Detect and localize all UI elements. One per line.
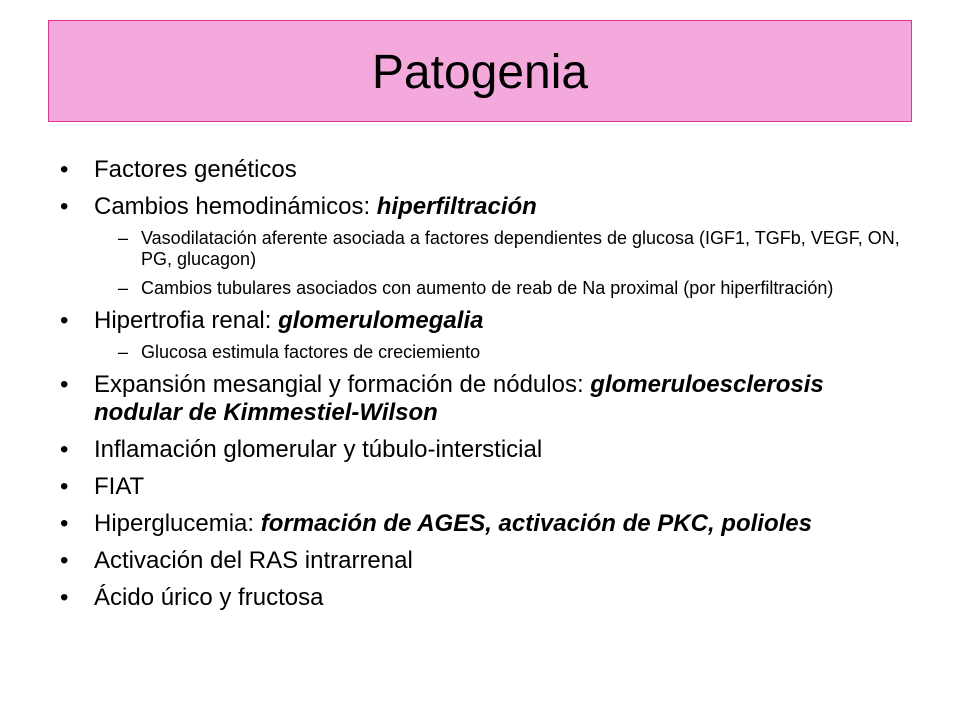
item-text: Cambios hemodinámicos: bbox=[94, 193, 377, 220]
list-item bbox=[60, 547, 900, 575]
list-item bbox=[60, 371, 900, 427]
bullet-icon: • bbox=[60, 436, 69, 463]
item-text: Hipertrofia renal: bbox=[94, 307, 279, 334]
item-emphasis: glomerulomegalia bbox=[278, 307, 484, 334]
list-item bbox=[60, 156, 900, 184]
sub-list bbox=[60, 228, 900, 299]
dash-icon: – bbox=[118, 342, 129, 362]
list-item bbox=[60, 584, 900, 612]
list-item bbox=[60, 510, 900, 538]
title-banner bbox=[48, 20, 912, 122]
item-text: Expansión mesangial y formación de nódulos: bbox=[94, 371, 591, 398]
list-item bbox=[60, 307, 900, 335]
sub-item bbox=[60, 278, 900, 299]
bullet-icon: • bbox=[60, 473, 69, 500]
bullet-icon: • bbox=[60, 307, 69, 334]
bullet-icon: • bbox=[60, 371, 69, 398]
item-text: Ácido úrico y fructosa bbox=[94, 584, 324, 611]
list-item bbox=[60, 436, 900, 464]
dash-icon: – bbox=[118, 278, 129, 298]
bullet-icon: • bbox=[60, 547, 69, 574]
bullet-list bbox=[60, 156, 900, 621]
bullet-icon: • bbox=[60, 193, 69, 220]
sub-item bbox=[60, 342, 900, 363]
bullet-icon: • bbox=[60, 510, 69, 537]
item-emphasis: hiperfiltración bbox=[376, 193, 537, 220]
list-item bbox=[60, 473, 900, 501]
sub-list bbox=[60, 342, 900, 363]
sub-item-text: Vasodilatación aferente asociada a factores dependientes de glucosa (IGF1, TGFb, VEGF, ON, PG, glucagon) bbox=[141, 228, 900, 269]
sub-item bbox=[60, 228, 900, 270]
item-text: Inflamación glomerular y túbulo-intersticial bbox=[94, 436, 543, 463]
sub-item-text: Glucosa estimula factores de creciemiento bbox=[141, 342, 481, 362]
item-emphasis: glomeruloesclerosis nodular de Kimmestiel-Wilson bbox=[94, 371, 824, 426]
bullet-icon: • bbox=[60, 156, 69, 183]
item-text: Activación del RAS intrarrenal bbox=[94, 547, 413, 574]
slide-title: Patogenia bbox=[371, 46, 589, 99]
dash-icon: – bbox=[118, 228, 129, 248]
item-text: FIAT bbox=[94, 473, 145, 500]
sub-item-text: Cambios tubulares asociados con aumento de reab de Na proximal (por hiperfiltración) bbox=[141, 278, 834, 298]
item-text: Hiperglucemia: bbox=[94, 510, 261, 537]
list-item bbox=[60, 193, 900, 221]
item-emphasis: formación de AGES, activación de PKC, polioles bbox=[260, 510, 812, 537]
bullet-icon: • bbox=[60, 584, 69, 611]
item-text: Factores genéticos bbox=[94, 156, 297, 183]
